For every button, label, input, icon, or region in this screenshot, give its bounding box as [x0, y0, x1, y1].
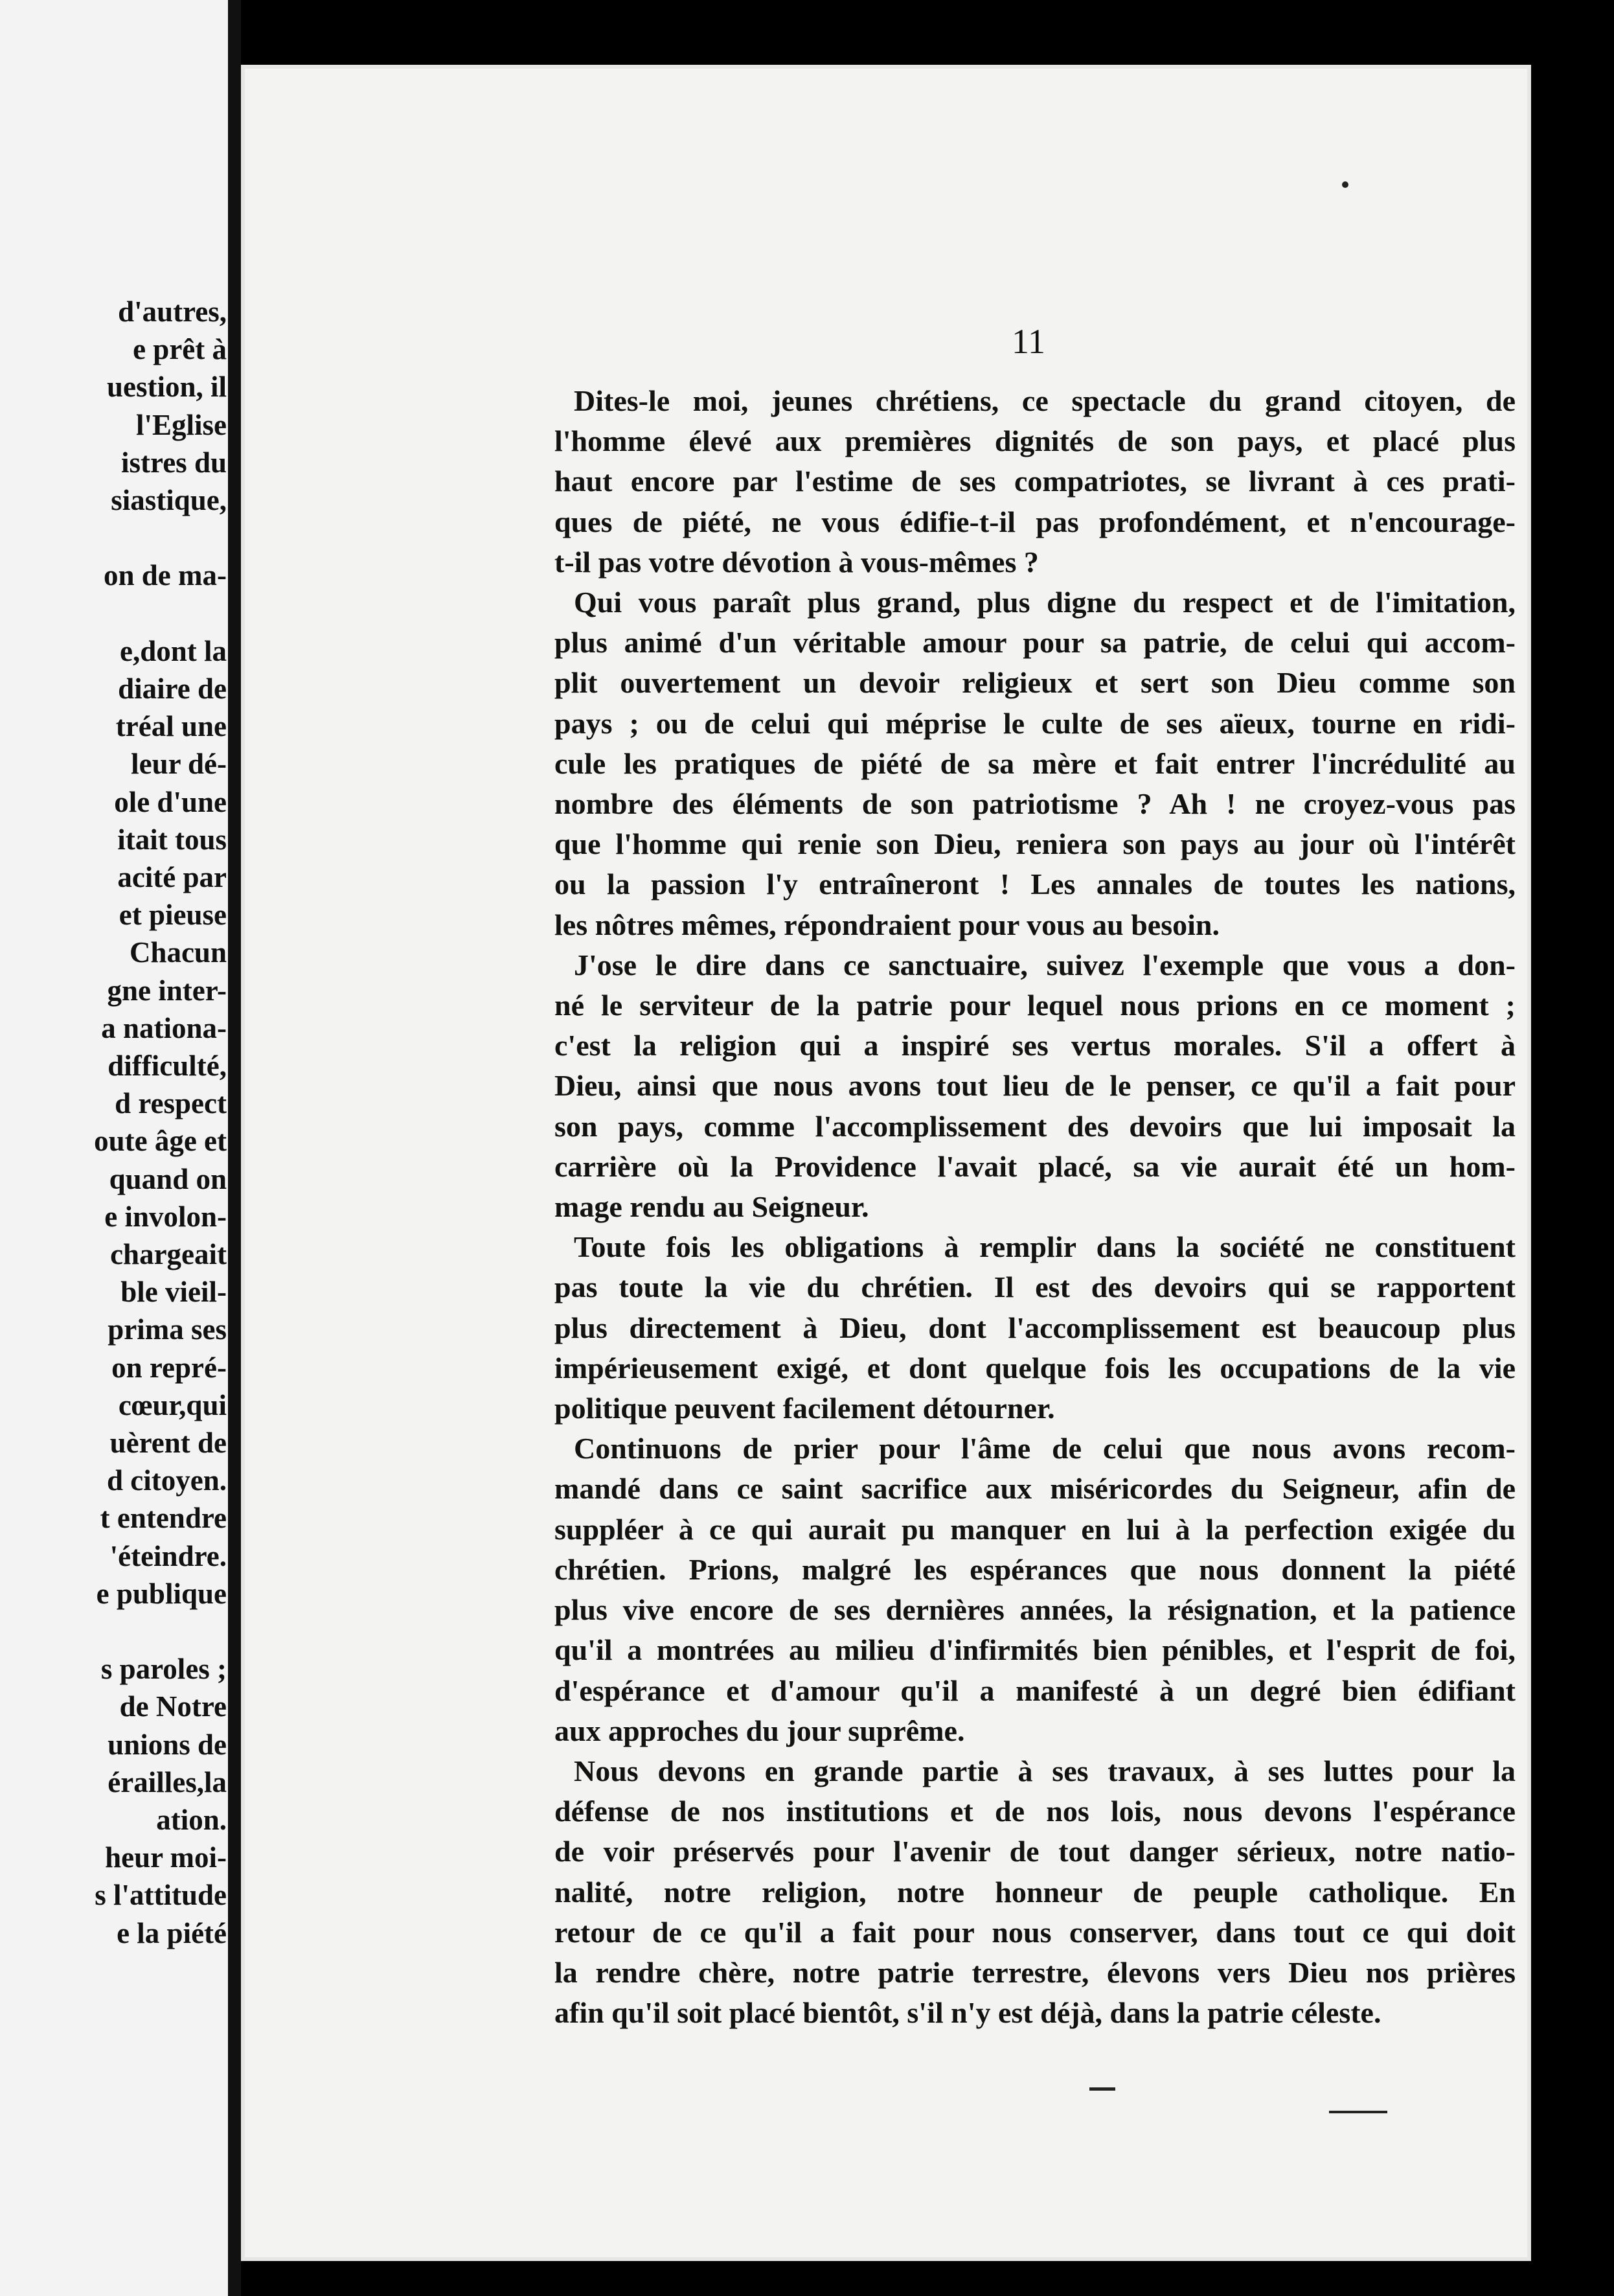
text-line: Qui vous paraît plus grand, plus digne du respect et de l'imitation, [574, 586, 1516, 619]
text-line: d'espérance et d'amour qu'il a manifesté à un degré bien édifiant [554, 1673, 1516, 1707]
text-line: plus animé d'un véritable amour pour sa patrie, de celui qui accom- [554, 626, 1516, 660]
text-line: nalité, notre religion, notre honneur de peuple catholique. En [554, 1875, 1516, 1909]
text-line: J'ose le dire dans ce sanctuaire, suivez l'exemple que vous a don- [574, 948, 1516, 982]
paragraph [554, 945, 1516, 1227]
left-page-line: chargeait [110, 1238, 227, 1270]
paragraph [554, 381, 1516, 582]
text-line: que l'homme qui renie son Dieu, reniera son pays au jour où l'intérêt [554, 827, 1516, 861]
text-line: plus vive encore de ses dernières années, la résignation, et la patience [554, 1593, 1516, 1627]
text-line: politique peuvent facilement détourner. [554, 1392, 1055, 1425]
text-line: Dites-le moi, jeunes chrétiens, ce spectacle du grand citoyen, de [574, 384, 1516, 417]
paragraph [554, 1429, 1516, 1751]
left-page-line: heur moi- [105, 1841, 227, 1874]
text-line: c'est la religion qui a inspiré ses vertus morales. S'il a offert à [554, 1029, 1516, 1062]
left-page-line: s paroles ; [100, 1653, 227, 1686]
text-line: Dieu, ainsi que nous avons tout lieu de le penser, ce qu'il a fait pour [554, 1069, 1516, 1103]
text-line: mage rendu au Seigneur. [554, 1190, 869, 1224]
text-line: retour de ce qu'il a fait pour nous conserver, dans tout ce qui doit [554, 1915, 1516, 1949]
paragraph [554, 582, 1516, 945]
left-page-line: leur dé- [131, 748, 227, 781]
text-line: né le serviteur de la patrie pour lequel nous prions en ce moment ; [554, 989, 1516, 1022]
text-line: les nôtres mêmes, répondraient pour vous au besoin. [554, 908, 1220, 941]
left-page-line: itait tous [117, 823, 227, 856]
text-line: aux approches du jour suprême. [554, 1714, 965, 1747]
text-line: plit ouvertement un devoir religieux et sert son Dieu comme son [554, 666, 1516, 700]
text-line: suppléer à ce qui aurait pu manquer en lui à la perfection exigée du [554, 1512, 1516, 1546]
page-gutter [228, 0, 241, 2296]
text-line: ques de piété, ne vous édifie-t-il pas profondément, et n'encourage- [554, 505, 1516, 538]
text-line: ou la passion l'y entraîneront ! Les annales de toutes les nations, [554, 867, 1516, 901]
left-page-line: ole d'une [114, 785, 227, 818]
ink-speck [1342, 181, 1348, 188]
left-page-line: e publique [96, 1577, 227, 1610]
left-page-line: e involon- [104, 1200, 227, 1233]
left-page-line: érailles,la [108, 1765, 227, 1798]
left-page-line: ation. [156, 1804, 227, 1836]
text-line: afin qu'il soit placé bientôt, s'il n'y est déjà, dans la patrie céleste. [554, 1996, 1381, 2030]
left-page-line: on repré- [111, 1351, 227, 1384]
left-page-line: on de ma- [104, 559, 227, 592]
ink-speck [1329, 2111, 1387, 2113]
left-page-line: e prêt à [133, 333, 227, 366]
paragraph [554, 1227, 1516, 1429]
text-line: cule les pratiques de piété de sa mère et fait entrer l'incrédulité au [554, 746, 1516, 780]
left-page-line: istres du [121, 446, 227, 479]
text-line: nombre des éléments de son patriotisme ? Ah ! ne croyez-vous pas [554, 787, 1516, 821]
left-page-line: cœur,qui [118, 1388, 227, 1421]
left-page-line: unions de [108, 1728, 227, 1761]
text-line: carrière où la Providence l'avait placé, sa vie aurait été un hom- [554, 1149, 1516, 1183]
body-text [554, 381, 1516, 2033]
text-line: Continuons de prier pour l'âme de celui que nous avons recom- [574, 1432, 1516, 1465]
left-page-line: gne inter- [107, 974, 227, 1007]
left-page-line: d'autres, [118, 295, 227, 328]
text-line: haut encore par l'estime de ses compatriotes, se livrant à ces prati- [554, 465, 1516, 498]
text-line: pays ; ou de celui qui méprise le culte de ses aïeux, tourne en ridi- [554, 706, 1516, 740]
left-page-line: tréal une [115, 710, 227, 743]
left-page-line: prima ses [108, 1313, 227, 1346]
page-number: 11 [1012, 322, 1045, 361]
main-page [241, 65, 1531, 2261]
left-page-line: e la piété [117, 1916, 227, 1949]
text-line: chrétien. Prions, malgré les espérances que nous donnent la piété [554, 1552, 1516, 1586]
left-page-line: l'Eglise [135, 408, 227, 441]
text-line: Nous devons en grande partie à ses travaux, à ses luttes pour la [574, 1754, 1516, 1787]
text-line: Toute fois les obligations à remplir dans la société ne constituent [574, 1230, 1516, 1264]
text-line: défense de nos institutions et de nos lois, nous devons l'espérance [554, 1795, 1516, 1828]
left-page-line: t entendre [100, 1502, 227, 1535]
text-line: t-il pas votre dévotion à vous-mêmes ? [554, 545, 1039, 579]
text-line: la rendre chère, notre patrie terrestre, élevons vers Dieu nos prières [554, 1955, 1516, 1989]
text-line: de voir préservés pour l'avenir de tout danger sérieux, notre natio- [554, 1835, 1516, 1868]
text-line: qu'il a montrées au milieu d'infirmités bien pénibles, et l'esprit de foi, [554, 1633, 1516, 1667]
left-page-line: 'éteindre. [109, 1539, 227, 1572]
left-page-line: Chacun [129, 936, 227, 969]
left-page-line: s l'attitude [95, 1879, 227, 1912]
left-page-line: e,dont la [119, 634, 227, 667]
left-page-line: acité par [117, 861, 227, 893]
text-line: pas toute la vie du chrétien. Il est des devoirs qui se rapportent [554, 1270, 1516, 1304]
text-line: l'homme élevé aux premières dignités de son pays, et placé plus [554, 424, 1516, 458]
left-page-line: uestion, il [106, 371, 227, 404]
left-page-line: uèrent de [109, 1427, 227, 1459]
text-line: mandé dans ce saint sacrifice aux miséricordes du Seigneur, afin de [554, 1472, 1516, 1506]
ink-speck [1089, 2087, 1115, 2091]
left-page-line: a nationa- [101, 1011, 227, 1044]
left-page-line: quand on [109, 1162, 227, 1195]
left-page-line: difficulté, [108, 1050, 227, 1082]
left-page-line: de Notre [119, 1690, 227, 1723]
text-line: impérieusement exigé, et dont quelque fois les occupations de la vie [554, 1351, 1516, 1384]
text-line: plus directement à Dieu, dont l'accomplissement est beaucoup plus [554, 1311, 1516, 1344]
left-page-line: oute âge et [94, 1125, 227, 1158]
left-page-line: siastique, [111, 484, 227, 516]
left-page-fragment [0, 0, 228, 2296]
left-page-line: et pieuse [119, 899, 227, 932]
left-page-line: diaire de [118, 672, 227, 705]
text-line: son pays, comme l'accomplissement des devoirs que lui imposait la [554, 1109, 1516, 1143]
left-page-line: d respect [115, 1087, 227, 1120]
left-page-line: ble vieil- [120, 1276, 227, 1309]
left-page-line: d citoyen. [107, 1464, 227, 1497]
paragraph [554, 1751, 1516, 2033]
